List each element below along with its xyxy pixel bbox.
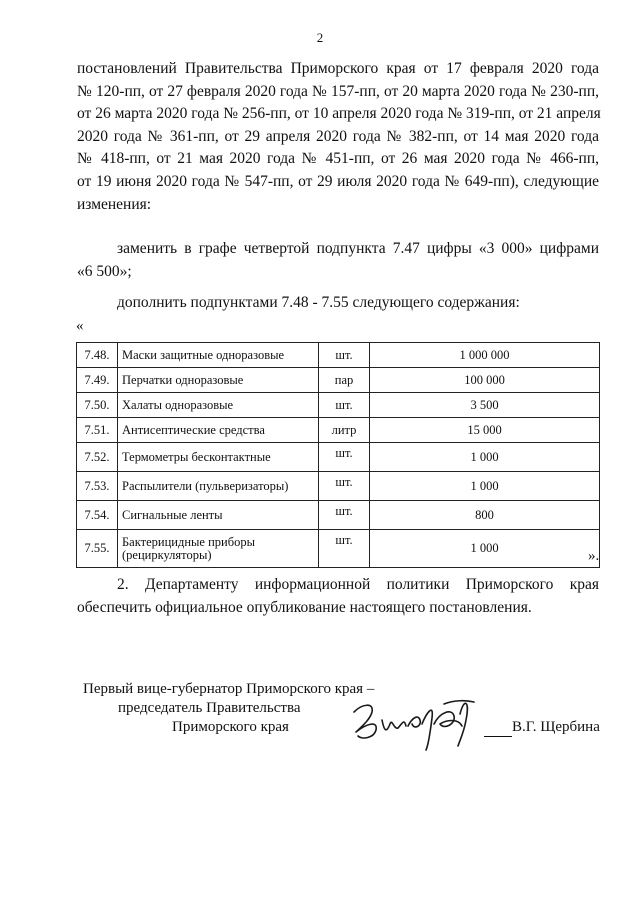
item-unit: шт. bbox=[319, 530, 370, 568]
row-number: 7.54. bbox=[77, 501, 118, 530]
handwritten-signature bbox=[348, 690, 488, 752]
row-number: 7.51. bbox=[77, 418, 118, 443]
item-name: Маски защитные одноразовые bbox=[118, 343, 319, 368]
item-unit: шт. bbox=[319, 343, 370, 368]
row-number: 7.55. bbox=[77, 530, 118, 568]
text-line: № 120-пп, от 27 февраля 2020 года № 157-пп, от 20 марта 2020 года № 230-пп, bbox=[77, 82, 599, 100]
item-unit: шт. bbox=[319, 472, 370, 501]
item-quantity: 1 000 bbox=[370, 530, 600, 568]
item-unit: шт. bbox=[319, 501, 370, 530]
table-row bbox=[77, 530, 600, 568]
item-unit: шт. bbox=[319, 393, 370, 418]
item-name: Сигнальные ленты bbox=[118, 501, 319, 530]
paragraph-publication bbox=[77, 574, 599, 619]
signatory-name: В.Г. Щербина bbox=[512, 719, 600, 735]
text-line: 2. Департаменту информационной политики Приморского края bbox=[117, 576, 599, 593]
text-line: № 418-пп, от 21 мая 2020 года № 451-пп, от 26 мая 2020 года № 466-пп, bbox=[77, 150, 599, 168]
row-number: 7.48. bbox=[77, 343, 118, 368]
item-unit: пар bbox=[319, 368, 370, 393]
item-name: Халаты одноразовые bbox=[118, 393, 319, 418]
quote-open-mark: « bbox=[76, 318, 84, 334]
item-name: Антисептические средства bbox=[118, 418, 319, 443]
table-row bbox=[77, 393, 600, 418]
item-unit: шт. bbox=[319, 443, 370, 472]
text-line: «6 500»; bbox=[77, 262, 132, 280]
table-row bbox=[77, 472, 600, 501]
item-quantity: 100 000 bbox=[370, 368, 600, 393]
signatory-title-line: Первый вице-губернатор Приморского края – bbox=[83, 681, 375, 697]
signatory-title-line: председатель Правительства bbox=[118, 700, 301, 716]
table-row bbox=[77, 343, 600, 368]
text-line: от 19 июня 2020 года № 547-пп, от 29 июля 2020 года № 649-пп), следующие bbox=[77, 172, 599, 190]
table-row bbox=[77, 501, 600, 530]
table-row bbox=[77, 443, 600, 472]
paragraph-add-subitems bbox=[77, 292, 599, 315]
items-table bbox=[76, 342, 600, 568]
item-name: Термометры бесконтактные bbox=[118, 443, 319, 472]
item-quantity: 800 bbox=[370, 501, 600, 530]
row-number: 7.53. bbox=[77, 472, 118, 501]
row-number: 7.49. bbox=[77, 368, 118, 393]
row-number: 7.50. bbox=[77, 393, 118, 418]
text-line: 2020 года № 361-пп, от 29 апреля 2020 года № 382-пп, от 14 мая 2020 года bbox=[77, 127, 599, 145]
text-line: постановлений Правительства Приморского края от 17 февраля 2020 года bbox=[77, 60, 599, 77]
paragraph-replace-figures bbox=[77, 238, 599, 283]
table-row bbox=[77, 368, 600, 393]
text-line: от 26 марта 2020 года № 256-пп, от 10 апреля 2020 года № 319-пп, от 21 апреля bbox=[77, 105, 601, 123]
item-name bbox=[118, 530, 319, 568]
signatory-title-line: Приморского края bbox=[172, 719, 289, 735]
signature-dash bbox=[484, 736, 512, 737]
item-quantity: 15 000 bbox=[370, 418, 600, 443]
table-row bbox=[77, 418, 600, 443]
item-name-line: (рециркуляторы) bbox=[122, 547, 212, 562]
text-line: изменения: bbox=[77, 195, 152, 213]
page-number: 2 bbox=[316, 30, 324, 45]
row-number: 7.52. bbox=[77, 443, 118, 472]
paragraph-amendments-list bbox=[77, 58, 599, 216]
item-quantity: 1 000 bbox=[370, 443, 600, 472]
item-unit: литр bbox=[319, 418, 370, 443]
item-name: Перчатки одноразовые bbox=[118, 368, 319, 393]
item-quantity: 1 000 bbox=[370, 472, 600, 501]
text-line: обеспечить официальное опубликование настоящего постановления. bbox=[77, 598, 532, 616]
item-name-line: Бактерицидные приборы bbox=[122, 534, 255, 549]
text-line: дополнить подпунктами 7.48 - 7.55 следующего содержания: bbox=[117, 294, 520, 311]
quote-close-mark: ». bbox=[588, 548, 600, 564]
item-quantity: 1 000 000 bbox=[370, 343, 600, 368]
item-quantity: 3 500 bbox=[370, 393, 600, 418]
text-line: заменить в графе четвертой подпункта 7.47 цифры «3 000» цифрами bbox=[117, 240, 599, 257]
item-name: Распылители (пульверизаторы) bbox=[118, 472, 319, 501]
